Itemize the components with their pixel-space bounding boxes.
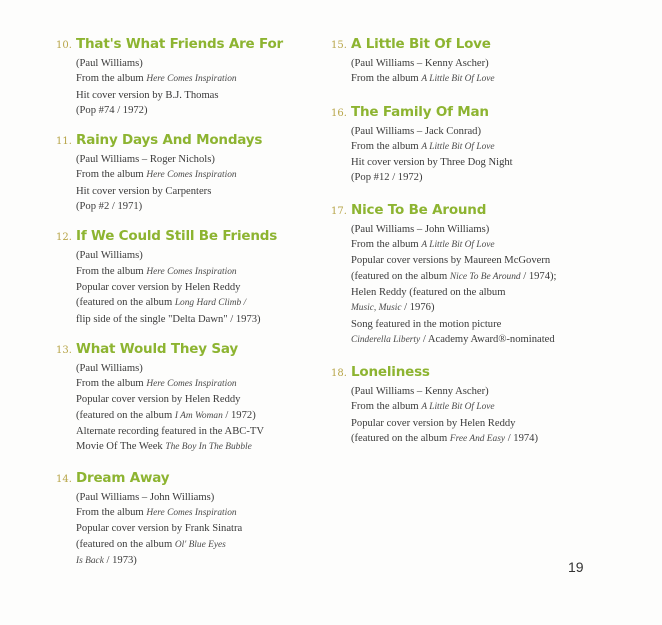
credit-line (351, 139, 651, 155)
album-title: Ol' Blue Eyes (174, 539, 226, 550)
credit-line (351, 285, 651, 300)
credit-text: Popular cover version by Helen Reddy (76, 394, 241, 406)
credit-line (76, 71, 326, 87)
track-title: That's What Friends Are For (76, 36, 283, 52)
credit-text: (featured on the album (76, 409, 175, 421)
credit-text: flip side of the single "Delta Dawn" / 1973) (76, 313, 261, 325)
track-entry (56, 36, 326, 118)
credit-text: (featured on the album (76, 297, 175, 309)
credit-text: / 1973) (103, 554, 137, 566)
credit-line (351, 56, 651, 71)
credit-text: (Paul Williams – Kenny Ascher) (351, 58, 489, 69)
credit-text: (Paul Williams – Jack Conrad) (351, 125, 482, 137)
track-number: 12. (56, 232, 72, 244)
credit-line (76, 424, 326, 439)
credit-text: / 1972) (222, 409, 256, 421)
credit-line (76, 152, 326, 167)
credit-line (351, 222, 651, 237)
credit-line (76, 490, 326, 505)
track-credits (76, 490, 326, 569)
track-credits (351, 222, 651, 348)
credit-line (351, 237, 651, 253)
credit-line (351, 71, 651, 87)
credit-line (76, 505, 326, 521)
album-title: Is Back (76, 555, 104, 566)
credit-line (76, 408, 326, 424)
credit-text: From the album (76, 506, 147, 518)
track-credits (76, 152, 326, 214)
credit-line (351, 416, 651, 431)
credit-text: From the album (76, 265, 147, 277)
credit-line (351, 155, 651, 170)
album-title: I Am Woman (174, 410, 223, 421)
credit-line (76, 392, 326, 407)
track-title: Loneliness (351, 364, 430, 381)
album-title: Here Comes Inspiration (146, 379, 237, 390)
album-title: A Little Bit Of Love (421, 74, 495, 85)
track-entry (56, 341, 326, 456)
credit-line (76, 167, 326, 183)
credit-line (76, 537, 326, 553)
track-number: 17. (331, 205, 347, 217)
track-credits (351, 384, 651, 447)
album-title: A Little Bit Of Love (421, 402, 495, 413)
credit-line (76, 295, 326, 311)
credit-text: / 1976) (401, 302, 435, 314)
credit-text: (Paul Williams – Roger Nichols) (76, 154, 215, 166)
credit-line (351, 269, 651, 285)
credit-text: Popular cover version by Helen Reddy (351, 417, 516, 429)
track-credits (76, 361, 326, 456)
credit-line (76, 312, 326, 327)
track-credits (351, 124, 651, 186)
track-title: A Little Bit Of Love (351, 36, 491, 52)
album-title: Long Hard Climb / (174, 298, 247, 309)
track-header (331, 202, 651, 222)
credit-text: (Pop #74 / 1972) (76, 104, 148, 116)
credit-text: (Paul Williams – John Williams) (76, 491, 215, 503)
credit-line (351, 124, 651, 139)
track-number: 16. (331, 107, 347, 119)
credit-line (76, 439, 326, 455)
album-title: A Little Bit Of Love (421, 141, 495, 152)
album-title: Nice To Be Around (449, 271, 521, 282)
credit-text: From the album (351, 239, 422, 251)
credit-line (76, 103, 326, 118)
track-credits (76, 56, 326, 118)
credit-line (76, 56, 326, 71)
page-number: 19 (568, 559, 584, 575)
credit-text: Hit cover version by Carpenters (76, 185, 212, 197)
track-number: 14. (56, 473, 72, 485)
album-title: Here Comes Inspiration (146, 74, 237, 85)
credit-text: Popular cover versions by Maureen McGovern (351, 255, 551, 267)
track-entry (331, 36, 651, 88)
album-title: The Boy In The Bubble (165, 442, 252, 453)
credit-line (76, 280, 326, 295)
track-credits (351, 56, 651, 88)
credit-line (351, 332, 651, 348)
credit-line (76, 88, 326, 103)
credit-text: Alternate recording featured in the ABC-TV (76, 426, 264, 438)
credit-text: Movie Of The Week (76, 441, 166, 453)
credit-text: (Paul Williams) (76, 250, 143, 262)
track-title: Rainy Days And Mondays (76, 132, 263, 149)
credit-text: Hit cover version by B.J. Thomas (76, 89, 219, 101)
album-title: Here Comes Inspiration (146, 266, 237, 277)
track-header (56, 470, 326, 490)
credit-text: From the album (76, 378, 147, 390)
album-title: A Little Bit Of Love (421, 240, 495, 251)
track-title: If We Could Still Be Friends (76, 228, 278, 245)
credit-text: (featured on the album (351, 270, 450, 282)
credit-line (351, 384, 651, 399)
track-entry (56, 228, 326, 326)
track-number: 10. (56, 40, 72, 51)
track-header (331, 104, 651, 124)
track-header (331, 36, 651, 56)
track-number: 11. (56, 136, 72, 148)
track-header (56, 132, 326, 152)
credit-line (76, 248, 326, 263)
credit-line (351, 170, 651, 185)
credit-text: From the album (351, 73, 422, 85)
credit-text: From the album (351, 401, 422, 413)
credit-line (76, 376, 326, 392)
track-number: 13. (56, 344, 72, 356)
credit-text: (Pop #2 / 1971) (76, 201, 143, 213)
credit-line (76, 264, 326, 280)
left-column (56, 36, 326, 583)
credit-text: (Paul Williams – Kenny Ascher) (351, 386, 489, 398)
credit-text: / Academy Award®-nominated (420, 333, 555, 345)
track-title: Nice To Be Around (351, 201, 487, 218)
credit-text: / 1974) (505, 433, 539, 445)
album-title: Here Comes Inspiration (146, 507, 237, 518)
track-number: 15. (331, 40, 347, 51)
track-number: 18. (331, 368, 347, 380)
track-title: What Would They Say (76, 340, 238, 357)
credit-text: (Paul Williams – John Williams) (351, 223, 490, 235)
credit-line (351, 253, 651, 268)
track-title: The Family Of Man (351, 103, 489, 120)
credit-line (351, 431, 651, 447)
credit-text: Popular cover version by Frank Sinatra (76, 523, 243, 535)
track-title: Dream Away (76, 469, 170, 486)
track-header (56, 36, 326, 56)
track-entry (331, 104, 651, 186)
credit-text: From the album (76, 73, 147, 85)
credit-line (351, 317, 651, 332)
credit-text: / 1974); (520, 270, 557, 282)
track-header (331, 364, 651, 384)
credit-line (76, 361, 326, 376)
credit-text: Hit cover version by Three Dog Night (351, 157, 513, 169)
credit-line (76, 184, 326, 199)
album-title: Here Comes Inspiration (146, 170, 237, 181)
album-title: Music, Music (351, 303, 402, 314)
credit-text: (featured on the album (76, 538, 175, 550)
album-title: Cinderella Liberty (351, 334, 421, 345)
credit-line (351, 300, 651, 316)
track-credits (76, 248, 326, 326)
credit-line (76, 521, 326, 536)
track-entry (331, 202, 651, 348)
credit-text: Popular cover version by Helen Reddy (76, 281, 241, 293)
album-title: Free And Easy (449, 434, 506, 445)
credit-line (76, 553, 326, 569)
track-header (56, 341, 326, 361)
credit-text: Helen Reddy (featured on the album (351, 286, 506, 298)
right-column (331, 36, 651, 463)
credit-line (351, 399, 651, 415)
credit-text: (Paul Williams) (76, 362, 143, 374)
credit-text: From the album (76, 169, 147, 181)
credit-text: (Paul Williams) (76, 58, 143, 69)
track-entry (331, 364, 651, 447)
track-entry (56, 132, 326, 214)
track-header (56, 228, 326, 248)
credit-text: From the album (351, 140, 422, 152)
credit-text: Song featured in the motion picture (351, 318, 502, 330)
credit-text: (featured on the album (351, 433, 450, 445)
credit-text: (Pop #12 / 1972) (351, 172, 423, 184)
track-entry (56, 470, 326, 569)
credit-line (76, 199, 326, 214)
